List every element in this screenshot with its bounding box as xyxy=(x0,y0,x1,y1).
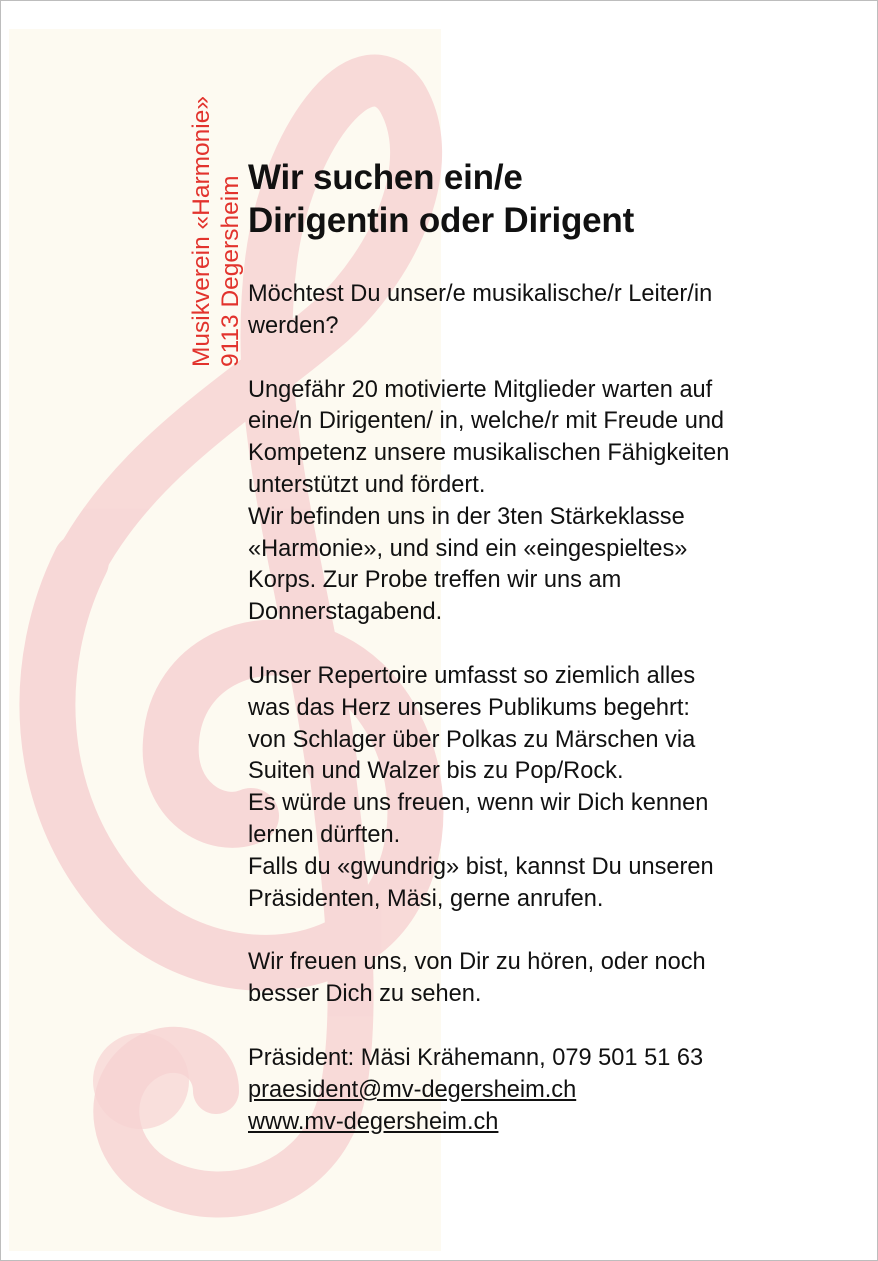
repertoire-paragraph xyxy=(248,661,848,915)
intro-paragraph xyxy=(248,279,848,343)
closing-paragraph xyxy=(248,947,848,1011)
closing-line: besser Dich zu sehen. xyxy=(248,981,482,1008)
about-line: Ungefähr 20 motivierte Mitglieder warten auf xyxy=(248,376,713,403)
closing-line: Wir freuen uns, von Dir zu hören, oder noch xyxy=(248,949,706,976)
repertoire-line: Unser Repertoire umfasst so ziemlich alles xyxy=(248,662,696,689)
repertoire-line: Präsidenten, Mäsi, gerne anrufen. xyxy=(248,885,604,912)
about-line: Wir befinden uns in der 3ten Stärkeklasse xyxy=(248,503,685,530)
intro-line: werden? xyxy=(248,312,339,339)
about-line: Donnerstagabend. xyxy=(248,599,443,626)
title-line: Wir suchen ein/e xyxy=(248,158,523,197)
president-contact: Präsident: Mäsi Krähemann, 079 501 51 63 xyxy=(248,1044,704,1071)
flyer-content xyxy=(248,156,848,1138)
repertoire-line: lernen dürften. xyxy=(248,821,401,848)
about-line: unterstützt und fördert. xyxy=(248,471,486,498)
about-line: Korps. Zur Probe treffen wir uns am xyxy=(248,567,622,594)
website-link[interactable]: www.mv-degersheim.ch xyxy=(248,1108,499,1135)
repertoire-line: Suiten und Walzer bis zu Pop/Rock. xyxy=(248,758,624,785)
repertoire-line: Es würde uns freuen, wenn wir Dich kennen xyxy=(248,790,709,817)
organization-vertical-label xyxy=(187,96,245,367)
about-line: «Harmonie», und sind ein «eingespieltes» xyxy=(248,535,688,562)
organization-name: Musikverein «Harmonie» xyxy=(188,96,215,367)
repertoire-line: Falls du «gwundrig» bist, kannst Du unseren xyxy=(248,853,714,880)
page-title xyxy=(248,156,848,242)
about-line: Kompetenz unsere musikalischen Fähigkeiten xyxy=(248,440,730,467)
repertoire-line: von Schlager über Polkas zu Märschen via xyxy=(248,726,696,753)
about-line: eine/n Dirigenten/ in, welche/r mit Freude und xyxy=(248,408,725,435)
about-paragraph xyxy=(248,375,848,629)
intro-line: Möchtest Du unser/e musikalische/r Leiter/in xyxy=(248,281,713,307)
organization-location: 9113 Degersheim xyxy=(217,175,244,367)
contact-block xyxy=(248,1043,848,1138)
repertoire-line: was das Herz unseres Publikums begehrt: xyxy=(248,694,690,721)
title-line: Dirigentin oder Dirigent xyxy=(248,201,635,240)
email-link[interactable]: praesident@mv-degersheim.ch xyxy=(248,1076,577,1103)
